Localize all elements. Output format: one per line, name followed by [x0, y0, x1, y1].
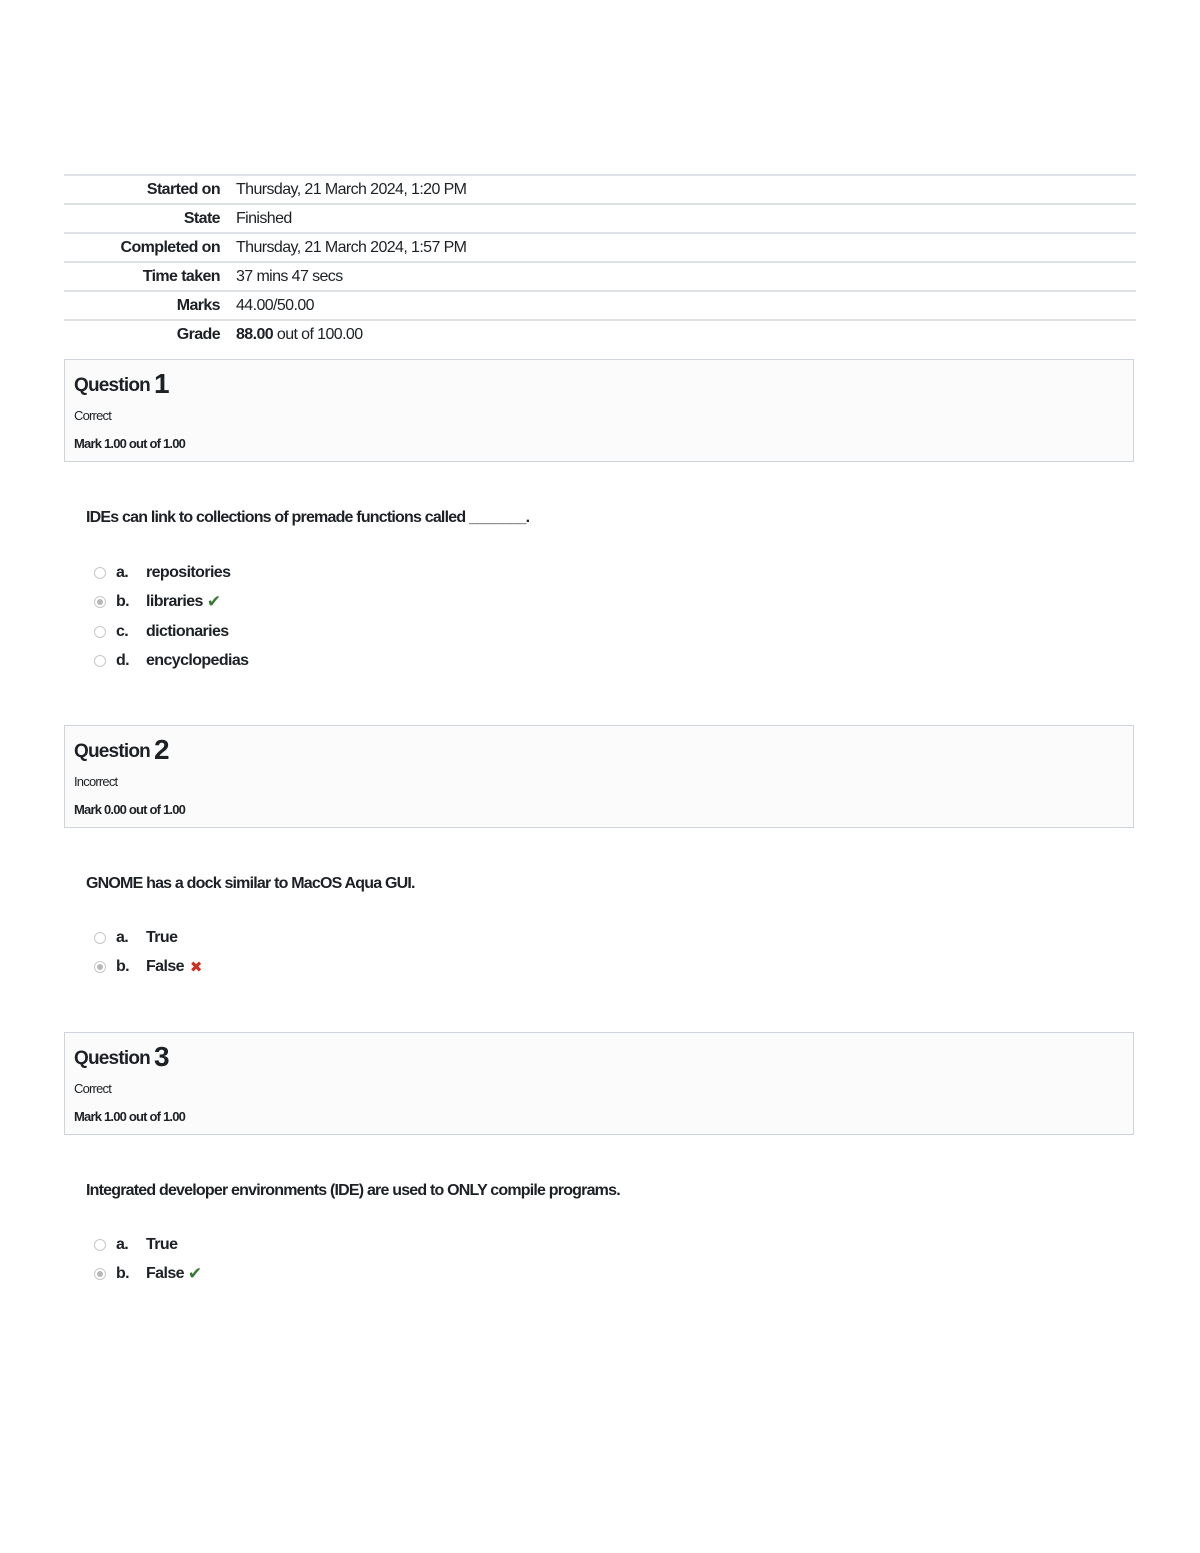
- summary-row-marks: [64, 290, 1136, 319]
- answer-text: dictionaries: [146, 622, 229, 640]
- grade-value: [236, 326, 1136, 344]
- answer-option: [94, 1230, 202, 1260]
- answer-text: repositories: [146, 563, 231, 581]
- answer-letter: b.: [116, 593, 130, 611]
- check-icon: ✔: [187, 1264, 202, 1284]
- answer-option: [94, 647, 248, 677]
- answer-option: [94, 953, 202, 983]
- state-value: Finished: [236, 209, 292, 227]
- question-3-mark: Mark 1.00 out of 1.00: [74, 1109, 186, 1124]
- question-1-answers: [94, 558, 248, 676]
- question-3-number: [74, 1041, 169, 1073]
- question-2-mark: Mark 0.00 out of 1.00: [74, 802, 186, 817]
- answer-radio[interactable]: [94, 1239, 106, 1251]
- summary-row-time: [64, 261, 1136, 290]
- question-number: 1: [153, 368, 169, 399]
- question-1-number: [74, 368, 169, 400]
- question-2-text: GNOME has a dock similar to MacOS Aqua GUI.: [86, 875, 415, 892]
- answer-option: [94, 588, 248, 618]
- time-value: 37 mins 47 secs: [236, 267, 343, 285]
- answer-letter: b.: [116, 958, 130, 976]
- question-3-text: Integrated developer environments (IDE) are used to ONLY compile programs.: [86, 1182, 620, 1199]
- answer-radio[interactable]: [94, 932, 106, 944]
- summary-row-completed: [64, 232, 1136, 261]
- answer-letter: d.: [116, 652, 130, 670]
- marks-value: 44.00/50.00: [236, 296, 314, 314]
- started-label: Started on: [146, 180, 220, 198]
- answer-option: [94, 923, 202, 953]
- question-2-number: [74, 734, 169, 766]
- grade-score: 88.00: [236, 325, 274, 343]
- quiz-summary-table: [64, 174, 1136, 348]
- question-1-info: [64, 359, 1134, 462]
- question-2-answers: [94, 923, 202, 982]
- question-label: Question: [74, 741, 150, 762]
- answer-option: [94, 558, 248, 588]
- answer-radio[interactable]: [94, 655, 106, 667]
- question-1-mark: Mark 1.00 out of 1.00: [74, 436, 186, 451]
- marks-label: Marks: [176, 296, 220, 314]
- answer-radio-selected[interactable]: [94, 961, 106, 973]
- grade-label: Grade: [176, 325, 220, 343]
- answer-text: libraries: [146, 593, 203, 611]
- summary-row-state: [64, 203, 1136, 232]
- started-value: Thursday, 21 March 2024, 1:20 PM: [236, 180, 467, 198]
- grade-out-of: out of 100.00: [273, 325, 363, 343]
- answer-radio[interactable]: [94, 567, 106, 579]
- answer-text: encyclopedias: [146, 652, 249, 670]
- answer-text: False: [146, 958, 184, 976]
- question-3-state: Correct: [74, 1081, 112, 1096]
- question-number: 2: [153, 734, 169, 765]
- completed-value: Thursday, 21 March 2024, 1:57 PM: [236, 238, 467, 256]
- question-1-text: IDEs can link to collections of premade functions called _______.: [86, 509, 530, 526]
- answer-text: True: [146, 928, 178, 946]
- question-label: Question: [74, 1048, 150, 1069]
- question-2-state: Incorrect: [74, 774, 118, 789]
- answer-radio-selected[interactable]: [94, 1268, 106, 1280]
- question-3-answers: [94, 1230, 202, 1289]
- answer-option: [94, 1260, 202, 1290]
- answer-letter: a.: [116, 928, 129, 946]
- answer-letter: a.: [116, 1235, 129, 1253]
- answer-letter: b.: [116, 1265, 130, 1283]
- answer-option: [94, 617, 248, 647]
- time-label: Time taken: [142, 267, 220, 285]
- summary-row-started: [64, 174, 1136, 203]
- answer-text: True: [146, 1235, 178, 1253]
- answer-text: False: [146, 1265, 184, 1283]
- answer-letter: c.: [116, 622, 129, 640]
- answer-radio-selected[interactable]: [94, 596, 106, 608]
- question-1-state: Correct: [74, 408, 112, 423]
- cross-icon: ✖: [189, 959, 202, 977]
- question-2-info: [64, 725, 1134, 828]
- check-icon: ✔: [206, 592, 221, 612]
- summary-row-grade: [64, 319, 1136, 348]
- question-number: 3: [153, 1041, 169, 1072]
- question-label: Question: [74, 375, 150, 396]
- state-label: State: [183, 209, 220, 227]
- completed-label: Completed on: [120, 238, 220, 256]
- answer-radio[interactable]: [94, 626, 106, 638]
- question-3-info: [64, 1032, 1134, 1135]
- answer-letter: a.: [116, 563, 129, 581]
